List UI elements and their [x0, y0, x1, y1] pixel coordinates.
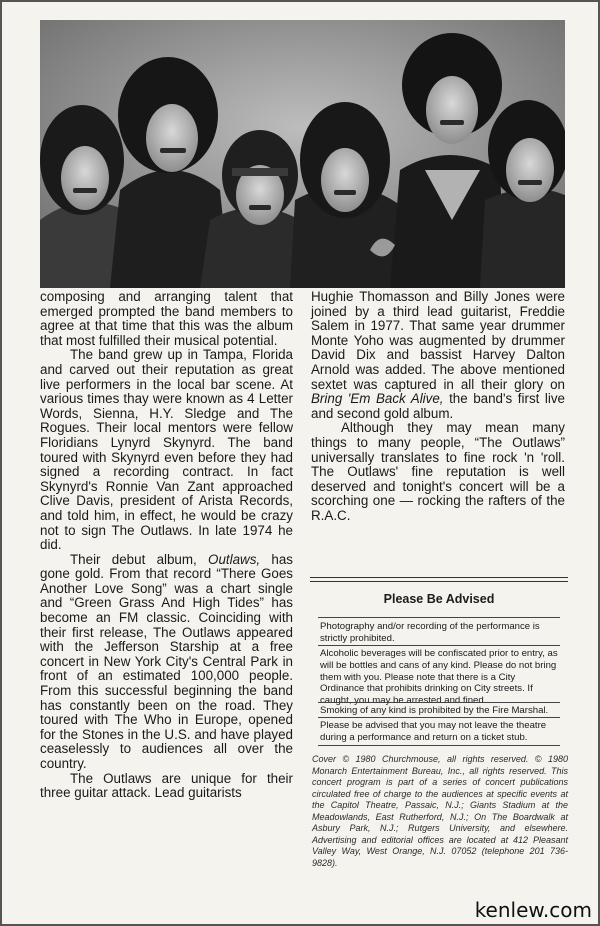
article-paragraph: composing and arranging talent that emerged prompted the band members to agree at that time that this was the album that most fulfilled their musical potential.: [40, 289, 293, 348]
paragraph-text: Their debut album,: [70, 551, 209, 567]
article-paragraph: Although they may mean many things to many people, “The Outlaws” universally translates to fine rock 'n 'roll. The Outlaws' fine reputation is well deserved and tonight's concert will be a scorching one — rocking the rafters of the R.A.C.: [311, 420, 565, 523]
paragraph-text: the band's first live and second gold album.: [311, 391, 565, 421]
notice-divider: [318, 717, 560, 718]
article-paragraph: The Outlaws are unique for their three guitar attack. Lead guitarists: [40, 770, 293, 801]
section-divider: [310, 581, 568, 582]
article-paragraph: The band grew up in Tampa, Florida and carved out their reputation as great live performers in the local bar scene. At various times thay were known as 4 Letter Words, Sienna, H.Y. Sledge and The Rogues. Their local mentors were fellow Floridians Lynyrd Skynyrd. The band toured with Skynyrd even before they had signed a recording contract. In fact Skynyrd's Ronnie Van Zant approached Clive Davis, president of Arista Records, and told him, in effect, he would be crazy not to sign The Outlaws. In late 1974 he did.: [40, 347, 293, 553]
notice-alcohol: Alcoholic beverages will be confiscated prior to entry, as will be bottles and cans of any kind. Please do not bring them with you. Please note that there is a City Ordinance that prohibits drinking on City streets. If caught, you may be arrested and fined.: [320, 648, 558, 707]
paragraph-text: has gone gold. From that record “There Goes Another Love Song” was a chart single and “Green Grass And High Tides” has become an FM classic. Coinciding with their first release, The Outlaws appeared with the Jefferson Starship at a free concert in New York City's Central Park in front of an estimated 100,000 people. From this successful beginning the band has constantly been on the road. They toured with The Who in Europe, opened for the Stones in the U.S. and have played ceaselessly to audiences all over the country.: [40, 551, 294, 771]
notice-reentry: Please be advised that you may not leave the theatre during a performance and return on a ticket stub.: [320, 720, 547, 743]
notice-smoking: Smoking of any kind is prohibited by the Fire Marshal.: [320, 705, 549, 716]
album-title: Outlaws,: [208, 551, 261, 567]
publication-credits: Cover © 1980 Churchmouse, all rights reserved. © 1980 Monarch Entertainment Bureau, Inc., all rights reserved. This concert program is part of a series of concert publications circulated free of charge to the audiences at specific events at the Capitol Theatre, Passaic, N.J.; Giants Stadium at the Meadowlands, East Rutherford, N.J.; On The Boardwalk at Asbury Park, N.J.; Rutgers University, and elsewhere. Advertising and editorial offices are located at 412 Pleasant Valley Way, West Orange, N.J. 07052 (telephone 201 736-9828).: [312, 754, 568, 868]
watermark: kenlew.com: [474, 898, 592, 922]
notice-divider: [318, 617, 560, 618]
notice-divider: [318, 702, 560, 703]
advised-title: Please Be Advised: [383, 592, 495, 606]
band-photo-image: [40, 20, 565, 288]
paragraph-text: Hughie Thomasson and Billy Jones were joined by a third lead guitarist, Freddie Salem in 1977. That same year drummer Monte Yoho was augmented by drummer David Dix and bassist Harvey Dalton Arnold was added. The above mentioned sextet was captured in all their glory on: [311, 289, 565, 392]
article-paragraph: [40, 553, 293, 772]
article-left-column: [40, 290, 293, 801]
article-right-column: [311, 290, 565, 524]
band-photo: [40, 20, 565, 288]
notice-divider: [318, 645, 560, 646]
section-divider: [310, 577, 568, 578]
notice-photography: Photography and/or recording of the performance is strictly prohibited.: [320, 621, 540, 644]
notice-divider: [318, 745, 560, 746]
album-title: Bring 'Em Back Alive,: [311, 391, 444, 407]
article-paragraph: [311, 290, 565, 421]
